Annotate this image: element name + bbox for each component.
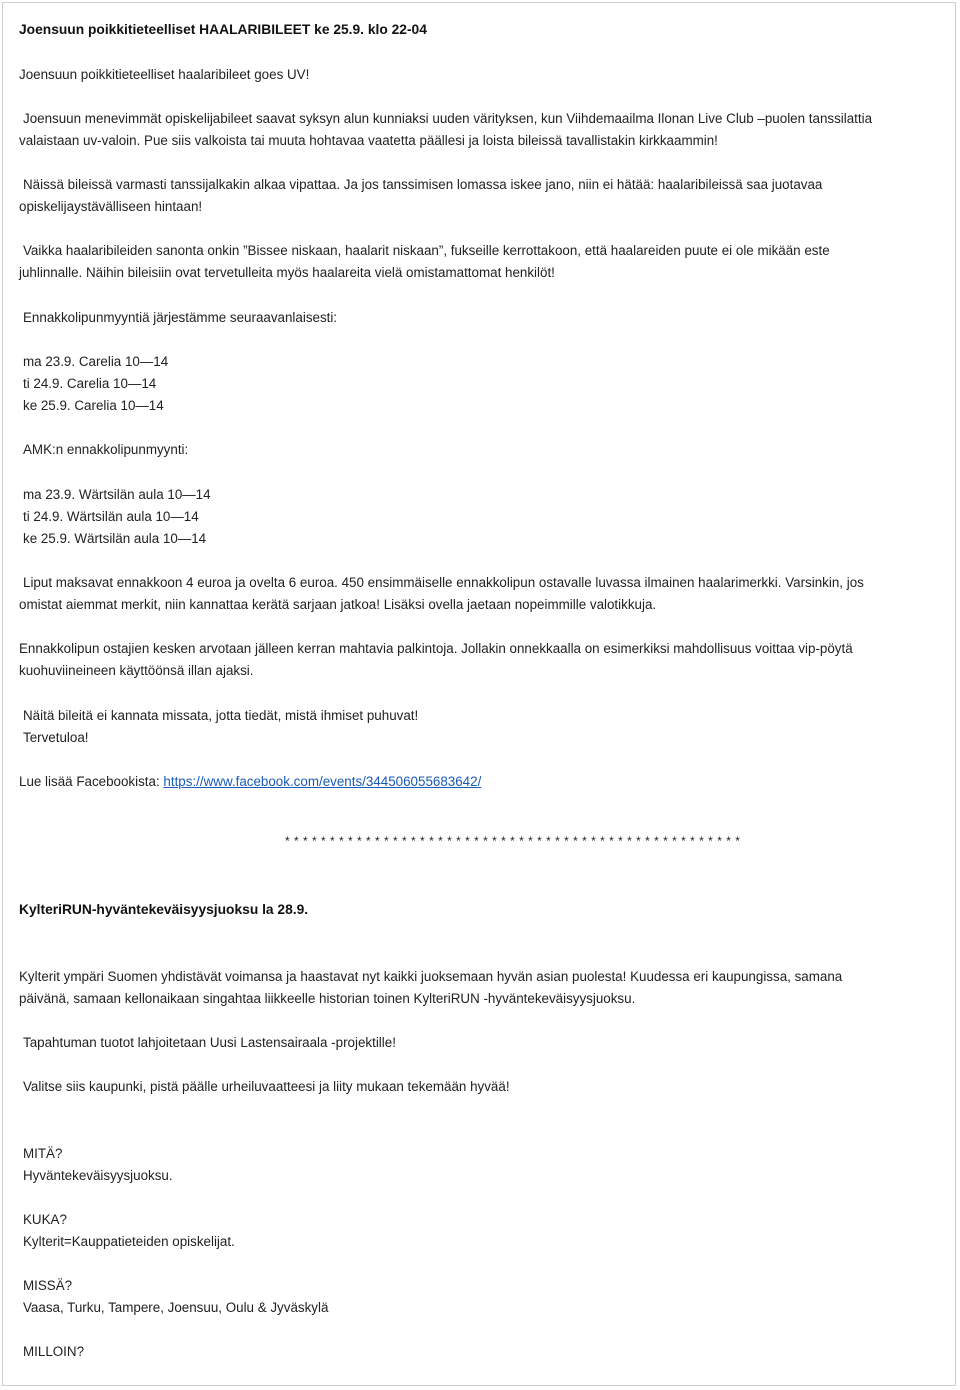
- facebook-label: Lue lisää Facebookista:: [19, 774, 164, 789]
- event2-paragraph1-line2: päivänä, samaan kellonaikaan singahtaa liikkeelle historian toinen KylteriRUN -hyväntekeväisyysjuoksu.: [19, 991, 636, 1006]
- event1-paragraph4-line2: omistat aiemmat merkit, niin kannattaa kerätä sarjaan jatkoa! Lisäksi ovella jaetaan nopeimmille valotikkuja.: [19, 597, 657, 612]
- event1-subtitle: Joensuun poikkitieteelliset haalaribileet goes UV!: [19, 67, 310, 82]
- event1-title: Joensuun poikkitieteelliset HAALARIBILEET ke 25.9. klo 22-04: [19, 22, 427, 37]
- amk-presale-item: ti 24.9. Wärtsilän aula 10—14: [23, 509, 199, 524]
- event1-paragraph1-line2: valaistaan uv-valoin. Pue siis valkoista tai muuta hohtavaa vaatetta päällesi ja loista bileissä tavallistakin kirkkaammin!: [19, 133, 718, 148]
- question-when: MILLOIN?: [23, 1344, 85, 1359]
- event1-paragraph3-line1: Vaikka haalaribileiden sanonta onkin ”Bissee niskaan, haalarit niskaan”, fukseille kerrottakoon, että haalareiden puute ei ole mikään este: [23, 243, 830, 258]
- amk-presale-item: ke 25.9. Wärtsilän aula 10—14: [23, 531, 207, 546]
- presale-item: ma 23.9. Carelia 10—14: [23, 354, 169, 369]
- event2-paragraph1-line1: Kylterit ympäri Suomen yhdistävät voimansa ja haastavat nyt kaikki juoksemaan hyvän asian puolesta! Kuudessa eri kaupungissa, samana: [19, 969, 843, 984]
- event1-paragraph1-line1: Joensuun menevimmät opiskelijabileet saavat syksyn alun kunniaksi uuden värityksen, kun Viihdemaailma Ilonan Live Club –puolen tanssilattia: [23, 111, 873, 126]
- presale-item: ke 25.9. Carelia 10—14: [23, 398, 164, 413]
- event2-paragraph3: Valitse siis kaupunki, pistä päälle urheiluvaatteesi ja liity mukaan tekemään hyvää!: [23, 1079, 510, 1094]
- event1-paragraph2-line1: Näissä bileissä varmasti tanssijalkakin alkaa vipattaa. Ja jos tanssimisen lomassa iskee jano, niin ei hätää: haalaribileissä saa juotavaa: [23, 177, 823, 192]
- event1-paragraph4-line1: Liput maksavat ennakkoon 4 euroa ja ovelta 6 euroa. 450 ensimmäiselle ennakkolipun ostavalle luvassa ilmainen haalarimerkki. Varsinkin, jos: [23, 575, 864, 590]
- presale-item: ti 24.9. Carelia 10—14: [23, 376, 157, 391]
- facebook-event-link[interactable]: https://www.facebook.com/events/344506055683642/: [163, 774, 482, 789]
- event2-paragraph2: Tapahtuman tuotot lahjoitetaan Uusi Lastensairaala -projektille!: [23, 1035, 396, 1050]
- event1-paragraph2-line2: opiskelijaystävälliseen hintaan!: [19, 199, 203, 214]
- question-who: KUKA?: [23, 1212, 67, 1227]
- question-what: MITÄ?: [23, 1146, 63, 1161]
- amk-presale-item: ma 23.9. Wärtsilän aula 10—14: [23, 487, 211, 502]
- answer-what: Hyväntekeväisyysjuoksu.: [23, 1168, 173, 1183]
- event1-paragraph5-line1: Ennakkolipun ostajien kesken arvotaan jälleen kerran mahtavia palkintoja. Jollakin onnekkaalla on esimerkiksi mahdollisuus voittaa vip-pöytä: [19, 641, 853, 656]
- event1-paragraph5-line2: kuohuviineineen käyttöönsä illan ajaksi.: [19, 663, 254, 678]
- question-where: MISSÄ?: [23, 1278, 73, 1293]
- answer-who: Kylterit=Kauppatieteiden opiskelijat.: [23, 1234, 235, 1249]
- separator: * * * * * * * * * * * * * * * * * * * * * * * * * * * * * * * * * * * * * * * * * * * * * * * * * * *: [285, 834, 741, 848]
- facebook-line: [19, 774, 481, 790]
- event1-paragraph6-line2: Tervetuloa!: [23, 730, 89, 745]
- answer-where: Vaasa, Turku, Tampere, Joensuu, Oulu & Jyväskylä: [23, 1300, 329, 1315]
- event1-paragraph3-line2: juhlinnalle. Näihin bileisiin ovat tervetulleita myös haalareita vielä omistamattomat henkilöt!: [19, 265, 555, 280]
- event2-title: KylteriRUN-hyväntekeväisyysjuoksu la 28.9.: [19, 902, 309, 917]
- amk-presale-heading: AMK:n ennakkolipunmyynti:: [23, 442, 189, 457]
- presale-heading: Ennakkolipunmyyntiä järjestämme seuraavanlaisesti:: [23, 310, 338, 325]
- event1-paragraph6-line1: Näitä bileitä ei kannata missata, jotta tiedät, mistä ihmiset puhuvat!: [23, 708, 419, 723]
